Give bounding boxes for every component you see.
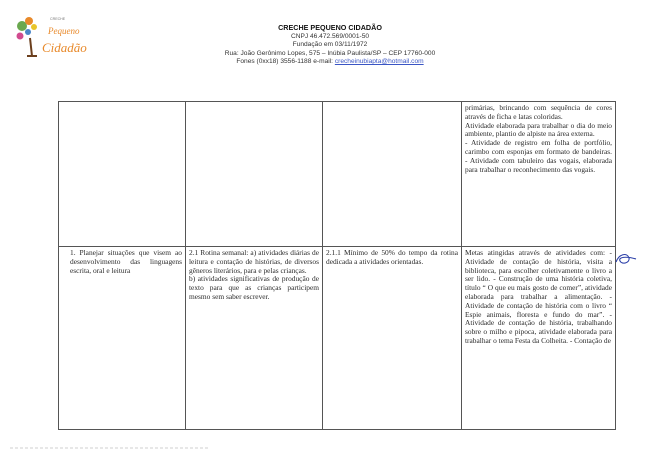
- cell-paragraph: Atividade elaborada para trabalhar o dia do meio ambiente, plantio de alpiste na área externa.: [465, 120, 612, 139]
- letterhead-contact: [180, 58, 480, 67]
- table-cell-r2-c1: [59, 247, 186, 430]
- letterhead-founded: Fundação em 03/11/1972: [292, 41, 368, 49]
- table-row: [59, 102, 616, 247]
- objective-text: 1. Planejar situações que visem ao desenvolvimento das linguagens escrita, oral e leitura: [70, 248, 182, 275]
- indicator-text: 2.1.1 Mínimo de 50% do tempo da rotina dedicada a atividades orientadas.: [326, 248, 458, 266]
- table-cell-r2-c2: [186, 247, 323, 430]
- letterhead-phones: Fones (0xx18) 3556-1188 e-mail:: [236, 58, 333, 66]
- letterhead-cnpj: CNPJ 46.472.569/0001-50: [290, 32, 370, 40]
- table-cell-r1-c2: [186, 102, 323, 247]
- table-cell-r2-c4: [462, 247, 616, 430]
- logo-brand-line1: Pequeno: [48, 26, 80, 36]
- letterhead-address: Rua: João Gerônimo Lopes, 575 – Inúbia Paulista/SP – CEP 17760-000: [224, 49, 436, 57]
- letterhead: [180, 24, 480, 67]
- letterhead-email-link[interactable]: crecheinubiapta@hotmail.com: [334, 58, 424, 66]
- goals-table: [58, 101, 616, 430]
- table-cell-r1-c3: [323, 102, 462, 247]
- table-cell-r1-c4: [462, 102, 616, 247]
- footer-scan-mark: [10, 446, 210, 450]
- cell-paragraph: primárias, brincando com sequência de cores através de ficha e latas coloridas.: [465, 103, 612, 121]
- cell-paragraph: - Atividade de registro em folha de portfólio, carimbo com esponjas em formato de bandeiras. - Atividade com tabuleiro das vogais, elaborada para trabalhar o reconhecimento das vogais.: [465, 138, 612, 174]
- table-cell-r1-c1: [59, 102, 186, 247]
- strategy-text-b: b) atividades significativas de produção de texto para que as crianças participem mesmo sem saber escrever.: [189, 274, 319, 301]
- table-cell-r2-c3: [323, 247, 462, 430]
- table-row: [59, 247, 616, 430]
- logo-brand-line2: Cidadão: [42, 40, 87, 55]
- letterhead-title: CRECHE PEQUENO CIDADÃO: [278, 23, 382, 32]
- signature-mark: [613, 250, 639, 268]
- logo-brand-small: CRECHE: [50, 17, 66, 21]
- creche-logo: [14, 12, 87, 62]
- results-text: Metas atingidas através de atividades com: - Atividade de contação de história, visita a biblioteca, para escolher coletivamente o livro a ser lido. - Construção de uma história coletiva, título “ O que eu mais gosto de comer”, atividade elaborada para trabalhar a alimentação. - Atividade de contação de história com o livro “ Espie animais, floresta e fundo do mar”. - Atividade de contação de história, trabalhando sobre o milho e pipoca, atividade elaborada para trabalhar o tema Festa da Colheita. - Contação de: [465, 248, 612, 345]
- strategy-text-a: 2.1 Rotina semanal: a) atividades diárias de leitura e contação de histórias, de diversos gêneros literários, para e pelas crianças.: [189, 248, 319, 275]
